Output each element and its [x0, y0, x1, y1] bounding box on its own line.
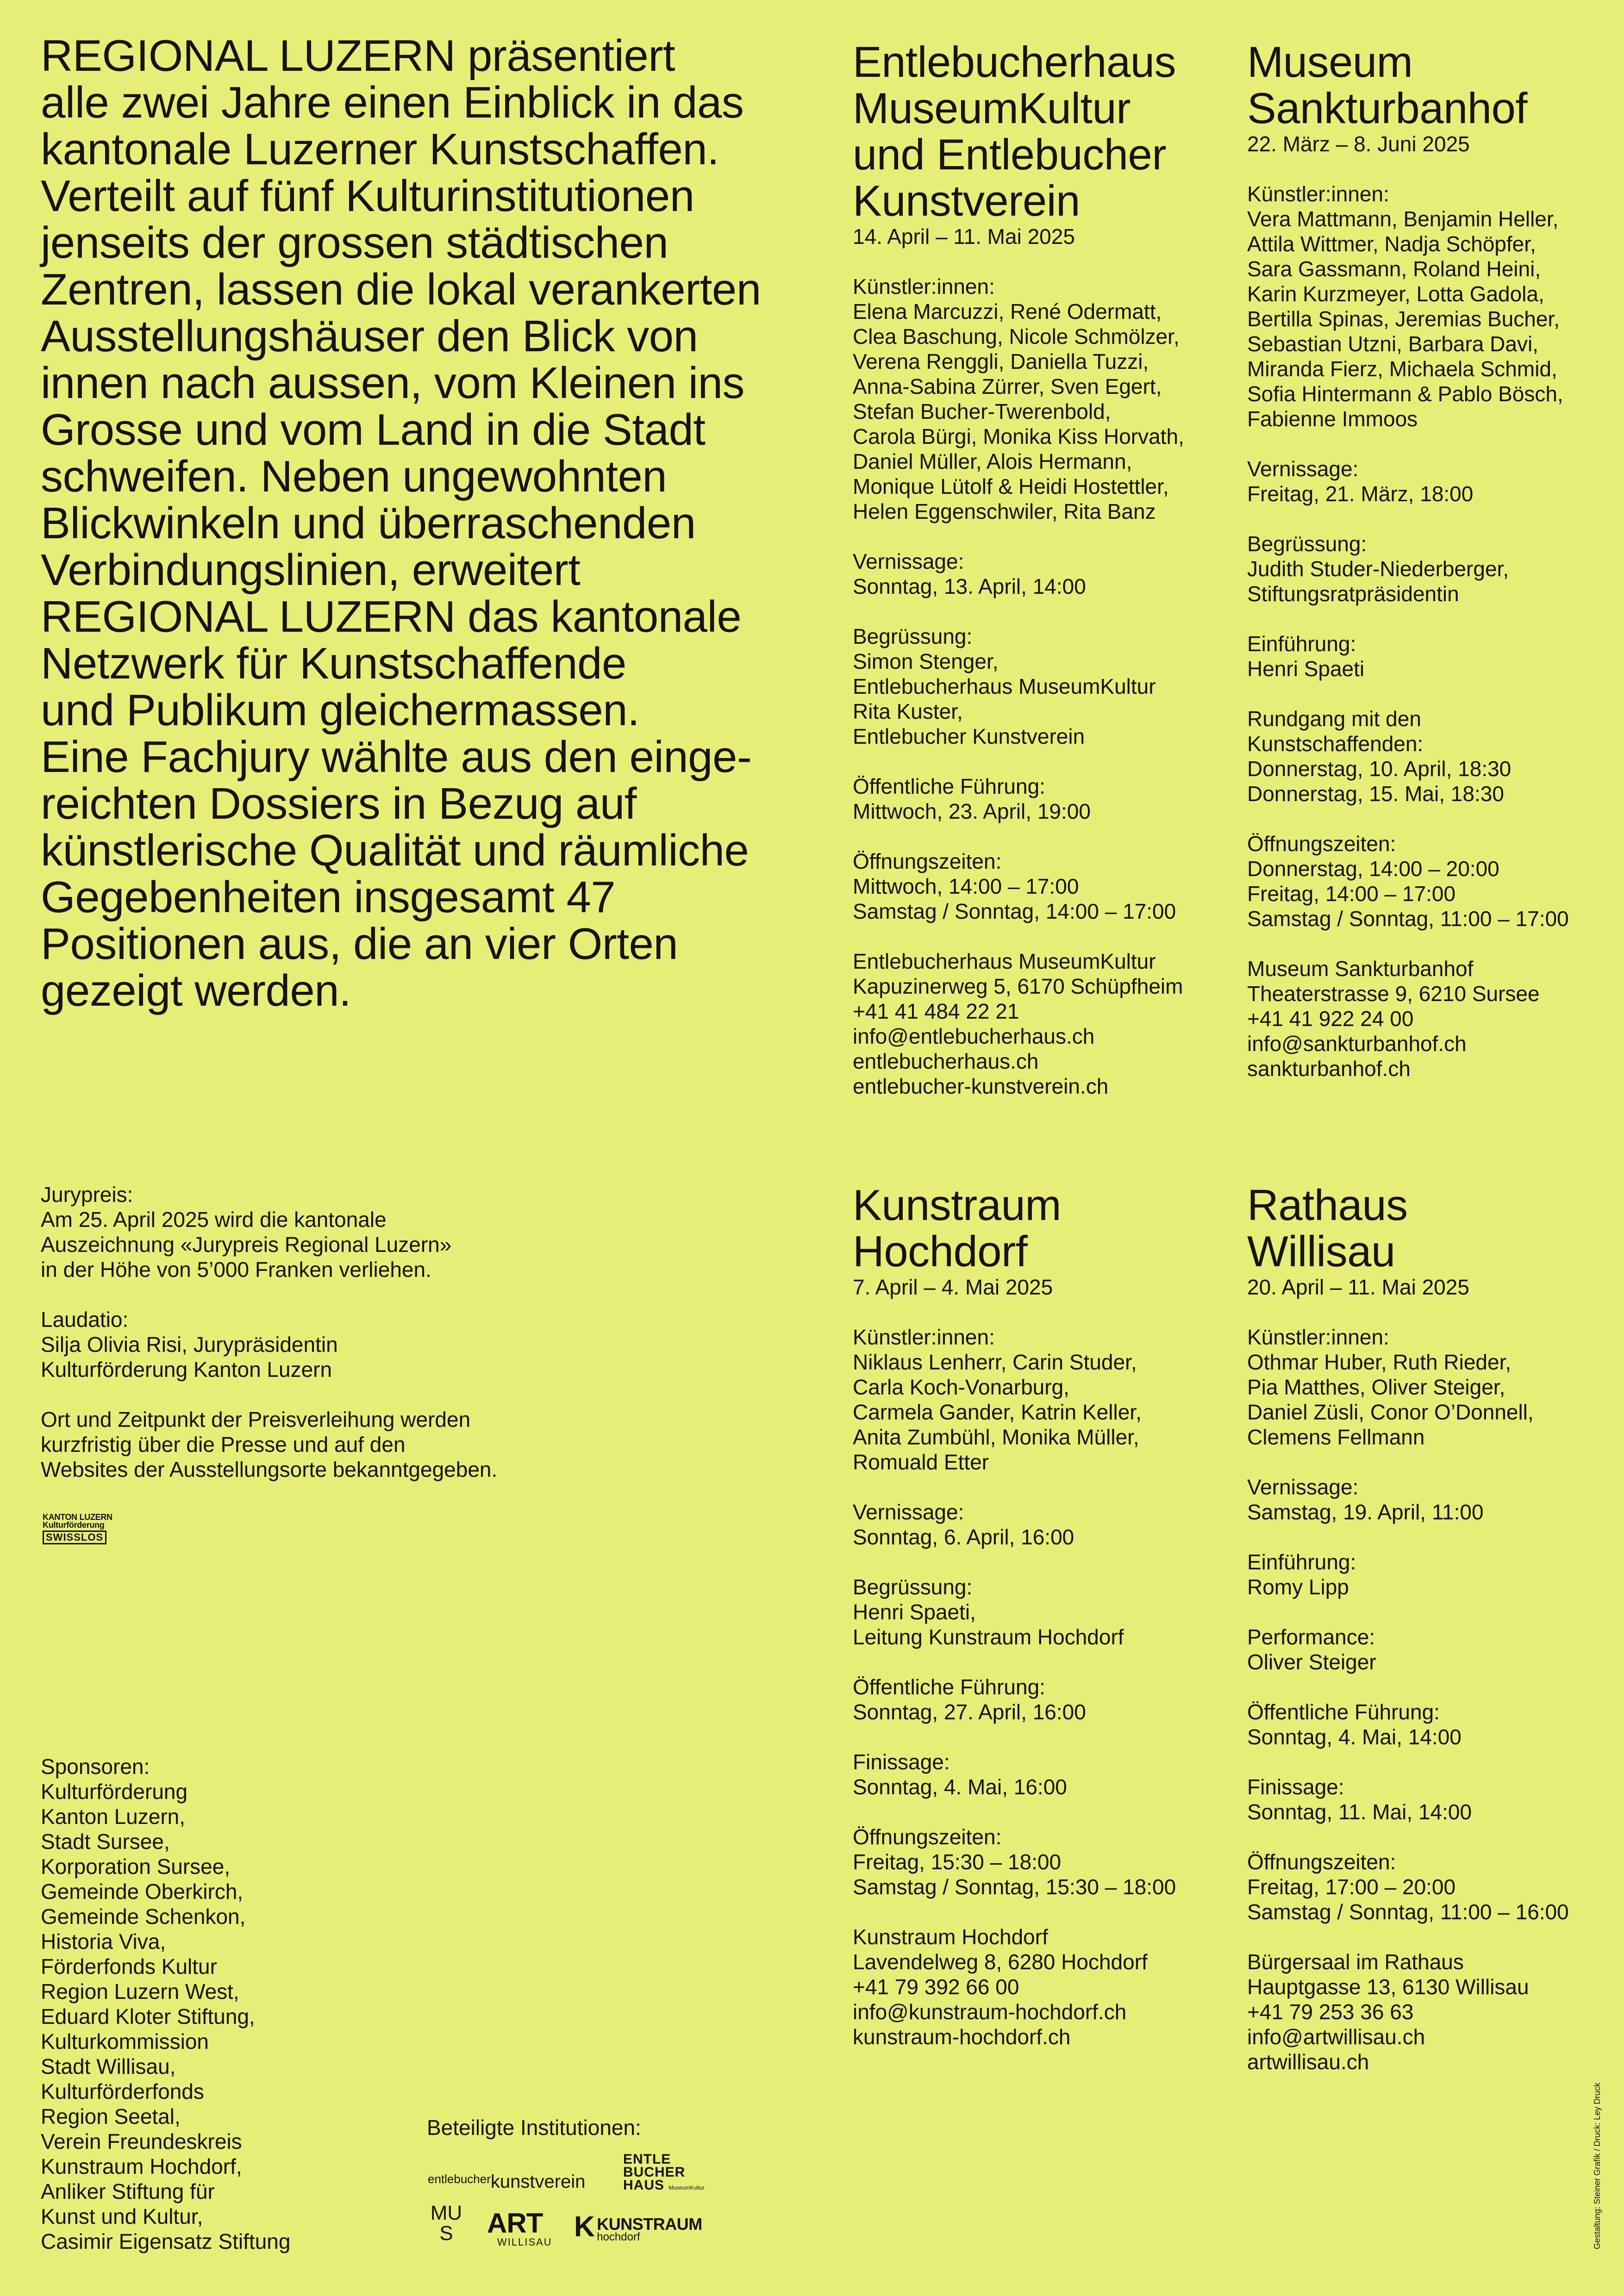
- venue-dates: 14. April – 11. Mai 2025: [853, 224, 1075, 249]
- logo-mus-line1: MU: [430, 2202, 462, 2224]
- venue-title: Kunstraum Hochdorf: [853, 1181, 1062, 1276]
- logo-eh-line3: HAUS: [623, 2178, 665, 2193]
- jury-section: [41, 1182, 689, 1507]
- logo-line-kulturfoerderung: Kulturförderung: [43, 1520, 105, 1530]
- logo-kr-sub: hochdorf: [597, 2231, 640, 2243]
- venue-guided-tour: Öffentliche Führung: Sonntag, 27. April, 16:00: [853, 1675, 1086, 1724]
- logo-eh-sub: MuseumKultur: [668, 2184, 705, 2191]
- venue-vernissage: Vernissage: Sonntag, 6. April, 16:00: [853, 1500, 1074, 1549]
- venue-artists: Künstler:innen: Niklaus Lenherr, Carin Studer, Carla Koch-Vonarburg, Carmela Gander, Katrin Keller, Anita Zumbühl, Monika Müller, Romuald Etter: [853, 1325, 1142, 1474]
- sponsors-list: Sponsoren: Kulturförderung Kanton Luzern, Stadt Sursee, Korporation Sursee, Gemeinde Oberkirch, Gemeinde Schenkon, Historia Viva, Förderfonds Kultur Region Luzern West, Eduard Kloter Stiftung, Kulturkommission Stadt Willisau, Kulturförderfonds Region Seetal, Verein Freundeskreis Kunstraum Hochdorf, Anliker Stiftung für Kunst und Kultur, Casimir Eigensatz Stiftung: [41, 1755, 291, 2253]
- venue-rathaus-willisau: [1247, 1182, 1624, 2074]
- institutions-heading: Beteiligte Institutionen:: [427, 2116, 641, 2140]
- venue-introduction: Einführung: Romy Lipp: [1247, 1550, 1356, 1599]
- venue-opening-hours: Öffnungszeiten: Freitag, 15:30 – 18:00 Samstag / Sonntag, 15:30 – 18:00: [853, 1825, 1176, 1899]
- venue-contact: Bürgersaal im Rathaus Hauptgasse 13, 6130 Willisau +41 79 253 36 63 info@artwillisau.ch artwillisau.ch: [1247, 1950, 1529, 2074]
- venue-opening-hours: Öffnungszeiten: Freitag, 17:00 – 20:00 Samstag / Sonntag, 11:00 – 16:00: [1247, 1850, 1569, 1924]
- venue-opening-hours: Öffnungszeiten: Donnerstag, 14:00 – 20:00 Freitag, 14:00 – 17:00 Samstag / Sonntag, 11:00 – 17:00: [1247, 832, 1569, 931]
- venue-opening-hours: Öffnungszeiten: Mittwoch, 14:00 – 17:00 Samstag / Sonntag, 14:00 – 17:00: [853, 849, 1176, 923]
- venue-artists: Künstler:innen: Othmar Huber, Ruth Rieder, Pia Matthes, Oliver Steiger, Daniel Züsli, Conor O’Donnell, Clemens Fellmann: [1247, 1325, 1534, 1449]
- venue-dates: 20. April – 11. Mai 2025: [1247, 1275, 1469, 1299]
- entlebucherhaus-logo: [623, 2153, 711, 2194]
- venue-finissage: Finissage: Sonntag, 4. Mai, 16:00: [853, 1750, 1067, 1799]
- venue-contact: Kunstraum Hochdorf Lavendelweg 8, 6280 Hochdorf +41 79 392 66 00 info@kunstraum-hochdorf.ch kunstraum-hochdorf.ch: [853, 1925, 1148, 2049]
- venue-artists: Künstler:innen: Vera Mattmann, Benjamin Heller, Attila Wittmer, Nadja Schöpfer, Sara Gassmann, Roland Heini, Karin Kurzmeyer, Lotta Gadola, Bertilla Spinas, Jeremias Bucher, Sebastian Utzni, Barbara Davi, Miranda Fierz, Michaela Schmid, Sofia Hintermann & Pablo Bösch, Fabienne Immoos: [1247, 182, 1563, 431]
- venue-greeting: Begrüssung: Judith Studer-Niederberger, Stiftungsratpräsidentin: [1247, 532, 1509, 606]
- venue-artists: Künstler:innen: Elena Marcuzzi, René Odermatt, Clea Baschung, Nicole Schmölzer, Verena Renggli, Daniella Tuzzi, Anna-Sabina Zürrer, Sven Egert, Stefan Bucher-Twerenbold, Carola Bürgi, Monika Kiss Horvath, Daniel Müller, Alois Hermann, Monique Lütolf & Heidi Hostettler, Helen Eggenschwiler, Rita Banz: [853, 274, 1184, 523]
- venue-sankturbanhof: [1247, 39, 1624, 1081]
- venue-dates: 7. April – 4. Mai 2025: [853, 1275, 1053, 1299]
- venue-finissage: Finissage: Sonntag, 11. Mai, 14:00: [1247, 1775, 1472, 1824]
- logo-kr-main: KUNSTRAUM: [597, 2215, 702, 2234]
- venue-title: Museum Sankturbanhof: [1247, 37, 1527, 132]
- venue-contact: Entlebucherhaus MuseumKultur Kapuzinerweg 5, 6170 Schüpfheim +41 41 484 22 21 info@entlebucherhaus.ch entlebucherhaus.ch entlebucher-kunstverein.ch: [853, 949, 1183, 1098]
- venue-dates: 22. März – 8. Juni 2025: [1247, 132, 1470, 156]
- logo-line-kanton: KANTON LUZERN: [43, 1512, 112, 1522]
- venue-performance: Performance: Oliver Steiger: [1247, 1625, 1376, 1674]
- venue-title: Rathaus Willisau: [1247, 1181, 1408, 1276]
- kunstraum-hochdorf-logo: [574, 2211, 713, 2243]
- logo-eh-line1: ENTLE: [623, 2152, 671, 2167]
- venue-greeting: Begrüssung: Simon Stenger, Entlebucherhaus MuseumKultur Rita Kuster, Entlebucher Kunstverein: [853, 624, 1156, 748]
- venue-title: Entlebucherhaus MuseumKultur und Entlebucher Kunstverein: [853, 37, 1176, 225]
- venue-vernissage: Vernissage: Samstag, 19. April, 11:00: [1247, 1475, 1484, 1524]
- jury-ceremony-note: Ort und Zeitpunkt der Preisverleihung werden kurzfristig über die Presse und auf den Websites der Ausstellungsorte bekanntgegeben.: [41, 1407, 498, 1481]
- venue-contact: Museum Sankturbanhof Theaterstrasse 9, 6210 Sursee +41 41 922 24 00 info@sankturbanhof.ch sankturbanhof.ch: [1247, 957, 1540, 1081]
- venue-guided-tour: Öffentliche Führung: Sonntag, 4. Mai, 14:00: [1247, 1700, 1462, 1749]
- logo-kv-prefix: entlebucher: [428, 2172, 491, 2186]
- mus-sankturbanhof-logo: [428, 2203, 465, 2244]
- logo-art-sub: WILLISAU: [497, 2236, 552, 2248]
- intro-text: REGIONAL LUZERN präsentiert alle zwei Jahre einen Einblick in das kantonale Luzerner Kunstschaffen. Verteilt auf fünf Kulturinstitutionen jenseits der grossen städtischen Zentren, lassen die lokal verankerten Ausstellungshäuser den Blick von innen nach aussen, vom Kleinen ins Grosse und vom Land in die Stadt schweifen. Neben ungewohnten Blickwinkeln und überraschenden Verbindungslinien, erweitert REGIONAL LUZERN das kantonale Netzwerk für Kunstschaffende und Publikum gleichermassen. Eine Fachjury wählte aus den einge- reichten Dossiers in Bezug auf künstlerische Qualität und räumliche Gegebenheiten insgesamt 47 Positionen aus, die an vier Orten gezeigt werden.: [41, 31, 761, 1015]
- logo-mus-line2: S: [439, 2222, 453, 2245]
- entlebucher-kunstverein-logo: [428, 2170, 585, 2191]
- kanton-luzern-swisslos-logo: [43, 1513, 131, 1544]
- design-print-credit: Gestaltung: Steiner Grafik / Druck: Ley Druck: [1593, 2082, 1602, 2249]
- logo-swisslos: SWISSLOS: [43, 1531, 106, 1544]
- logo-art-main: ART: [487, 2208, 543, 2239]
- venue-kunstraum-hochdorf: [853, 1182, 1232, 2049]
- venue-greeting: Begrüssung: Henri Spaeti, Leitung Kunstraum Hochdorf: [853, 1575, 1124, 1649]
- logo-eh-line2: BUCHER: [623, 2165, 686, 2180]
- venue-vernissage: Vernissage: Sonntag, 13. April, 14:00: [853, 549, 1086, 598]
- venue-introduction: Einführung: Henri Spaeti: [1247, 632, 1365, 681]
- venue-vernissage: Vernissage: Freitag, 21. März, 18:00: [1247, 457, 1474, 506]
- logo-kv-name: kunstverein: [490, 2172, 586, 2192]
- jury-laudatio: Laudatio: Silja Olivia Risi, Jurypräsidentin Kulturförderung Kanton Luzern: [41, 1307, 338, 1381]
- venue-guided-tour: Öffentliche Führung: Mittwoch, 23. April, 19:00: [853, 774, 1091, 823]
- logo-kr-mark: K: [574, 2211, 595, 2243]
- venue-entlebucherhaus: [853, 39, 1232, 1099]
- venue-artist-tour: Rundgang mit den Kunstschaffenden: Donnerstag, 10. April, 18:30 Donnerstag, 15. Mai, 18:30: [1247, 707, 1512, 806]
- art-willisau-logo: [487, 2210, 556, 2248]
- jury-prize: Jurypreis: Am 25. April 2025 wird die kantonale Auszeichnung «Jurypreis Regional Luzern» in der Höhe von 5’000 Franken verliehen.: [41, 1182, 452, 1282]
- intro-section: [41, 32, 837, 1014]
